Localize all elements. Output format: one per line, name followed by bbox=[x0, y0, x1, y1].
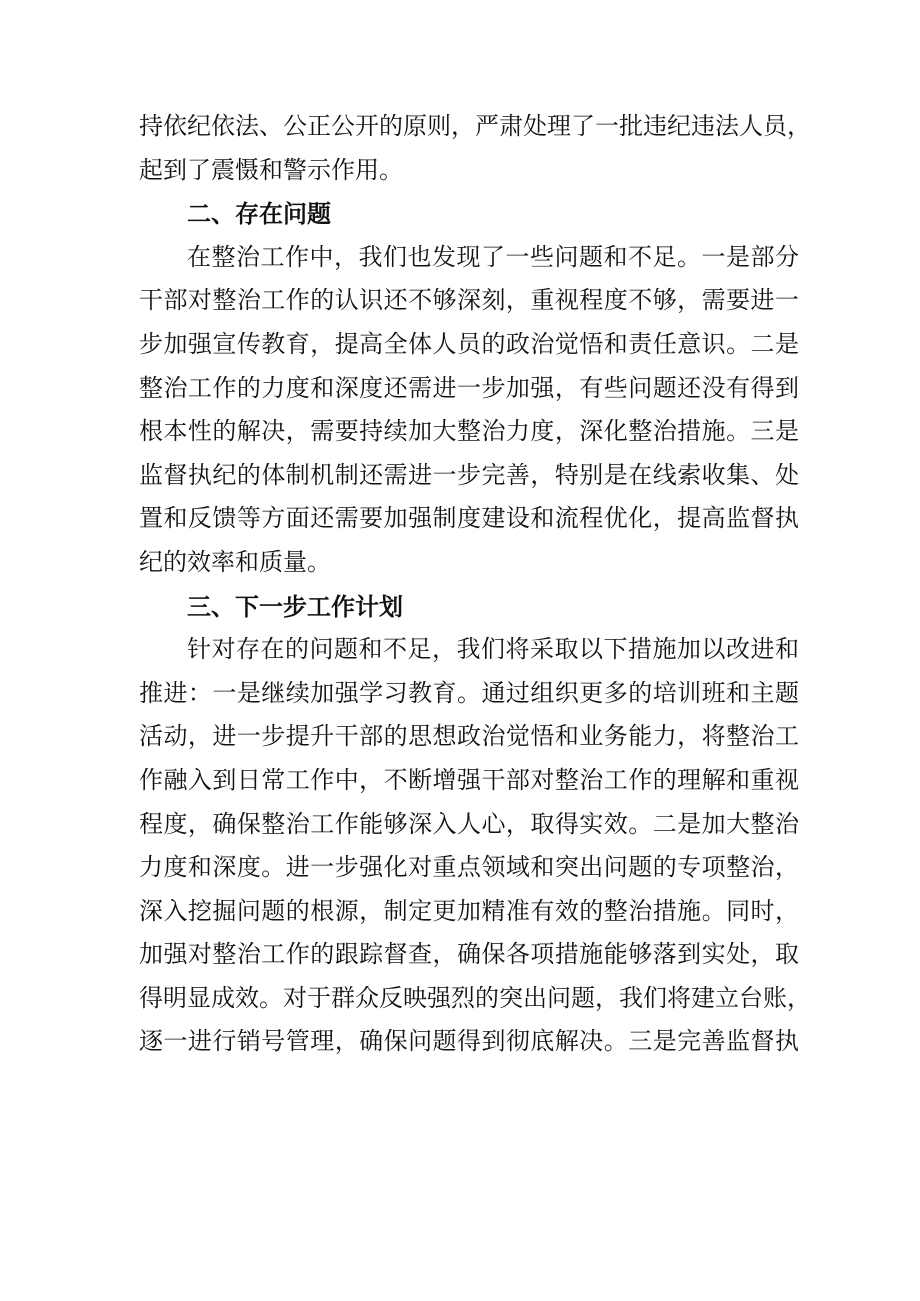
section-heading-next-steps: 三、下一步工作计划 bbox=[187, 591, 403, 621]
paragraph-line: 置和反馈等方面还需要加强制度建设和流程优化，提高监督执 bbox=[139, 504, 799, 533]
document-body bbox=[139, 105, 811, 1064]
paragraph-line: 步加强宣传教育，提高全体人员的政治觉悟和责任意识。二是 bbox=[139, 329, 799, 358]
paragraph-line: 在整治工作中，我们也发现了一些问题和不足。一是部分 bbox=[187, 242, 799, 271]
paragraph-line: 程度，确保整治工作能够深入人心，取得实效。二是加大整治 bbox=[139, 809, 799, 838]
paragraph-line: 监督执纪的体制机制还需进一步完善，特别是在线索收集、处 bbox=[139, 460, 799, 489]
paragraph-line: 逐一进行销号管理，确保问题得到彻底解决。三是完善监督执 bbox=[139, 1027, 799, 1056]
intro-line-2: 起到了震慑和警示作用。 bbox=[139, 155, 403, 184]
paragraph-line: 作融入到日常工作中，不断增强干部对整治工作的理解和重视 bbox=[139, 765, 799, 794]
intro-line-1: 持依纪依法、公正公开的原则，严肃处理了一批违纪违法人员， bbox=[139, 112, 811, 140]
section-heading-problems: 二、存在问题 bbox=[187, 199, 331, 229]
paragraph-line: 针对存在的问题和不足，我们将采取以下措施加以改进和 bbox=[187, 635, 799, 664]
paragraph-line: 根本性的解决，需要持续加大整治力度，深化整治措施。三是 bbox=[139, 417, 799, 446]
paragraph-line: 得明显成效。对于群众反映强烈的突出问题，我们将建立台账， bbox=[139, 983, 811, 1012]
paragraph-line: 加强对整治工作的跟踪督查，确保各项措施能够落到实处，取 bbox=[139, 940, 799, 969]
paragraph-line: 深入挖掘问题的根源，制定更加精准有效的整治措施。同时， bbox=[139, 896, 799, 925]
paragraph-line: 推进：一是继续加强学习教育。通过组织更多的培训班和主题 bbox=[139, 678, 799, 707]
paragraph-line: 力度和深度。进一步强化对重点领域和突出问题的专项整治， bbox=[139, 853, 799, 882]
paragraph-line: 纪的效率和质量。 bbox=[139, 547, 331, 576]
paragraph-line: 活动，进一步提升干部的思想政治觉悟和业务能力，将整治工 bbox=[139, 722, 799, 751]
paragraph-line: 干部对整治工作的认识还不够深刻，重视程度不够，需要进一 bbox=[139, 286, 799, 315]
paragraph-line: 整治工作的力度和深度还需进一步加强，有些问题还没有得到 bbox=[139, 373, 799, 402]
